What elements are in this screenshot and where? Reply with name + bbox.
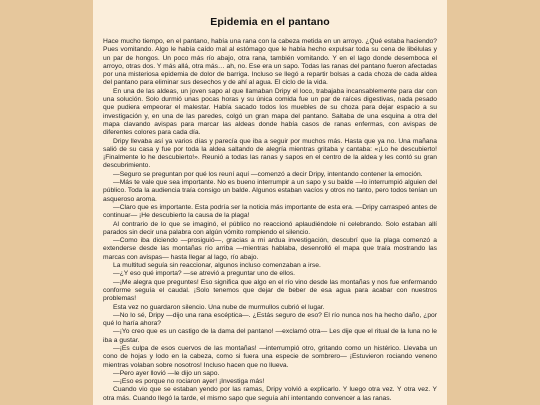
paragraph: Cuando vio que se estaban yendo por las ramas, Dripy volvió a explicarlo. Y luego otra vez. Y otra vez. Y otra más. Cuando llegó la tarde, el mismo sapo que seguía ahí intentando convencer a las ranas. — [103, 386, 437, 402]
paragraph: —Más te vale que sea importante. No es bueno interrumpir a un sapo y su balde —lo interrumpió alguien del público. Toda la audiencia traía consigo un balde. Algunos estaban vacíos y otros no tanto, pero todos tenían un asqueroso aroma. — [103, 179, 437, 203]
paragraph: —Pero ayer llovió —le dijo un sapo. — [113, 369, 220, 377]
paragraph: Esta vez no guardaron silencio. Una nube de murmullos cubrió el lugar. — [113, 303, 325, 311]
paragraph: Al contrario de lo que se imaginó, el público no reaccionó aplaudiéndole ni celebrando. Solo estaban allí parados sin decir una palabra con algún vómito rompiendo el silencio. — [103, 220, 437, 236]
paragraph: —Claro que es importante. Esta podría ser la noticia más importante de esta era. —Dripy carraspeó antes de continuar— ¡He descubierto la causa de la plaga! — [103, 203, 437, 220]
paragraph: —No lo sé, Dripy —dijo una rana escéptica—. ¿Estás seguro de eso? El río nunca nos ha hecho daño, ¿por qué lo haría ahora? — [103, 311, 437, 328]
document-page — [93, 0, 447, 405]
story-content — [93, 0, 447, 403]
paragraph: —¿Y eso qué importa? —se atrevió a preguntar uno de ellos. — [113, 270, 296, 278]
paragraph: —¡Es culpa de esos cuervos de las montañas! —interrumpió otro, gritando como un histérico. Llevaba un cono de hojas y lodo en la cabeza, como si fuera una especie de sombrero— ¡Estuvieron rociando veneno mientras volaban sobre nosotros! Incluso hacen que no llueva. — [103, 344, 437, 369]
paragraph: —¡Me alegra que preguntes! Eso significa que algo en el río vino desde las montañas y nos fue enfermando conforme seguía el caudal. ¡Solo tenemos que dejar de beber de esa agua para acabar con nuestros problemas! — [103, 278, 437, 303]
paragraph: Hace mucho tiempo, en el pantano, había una rana con la cabeza metida en un arroyo. ¿Qué estaba haciendo? Pues vomitando. Algo le había caído mal al estómago que le había hecho expulsar toda su cena de libélulas y un par de hongos. Un poco más río abajo, otra rana, también vomitando. Y en el lago donde desemboca el arroyo, otras dos. Y más allá, otra más… ah, no. Ese era un sapo. Todas las ranas del pantano fueron afectadas por una misteriosa epidemia de dolor de barriga. Incluso se llegó a repartir bolsas a cada choza de cada aldea del pantano para eliminar sus desechos y de ahí al agua. El ciclo de la vida. — [103, 38, 437, 87]
story-body — [103, 38, 437, 403]
paragraph: —¡Yo creo que es un castigo de la dama del pantano! —exclamó otra— Les dije que el ritual de la luna no le iba a gustar. — [103, 328, 437, 344]
paragraph: —Seguro se preguntan por qué los reuní aquí —comenzó a decir Dripy, intentando contener la emoción. — [113, 170, 423, 178]
paragraph: Dripy llevaba así ya varios días y parecía que iba a seguir por muchos más. Hasta que ya no. Una mañana salió de su casa y fue por toda la aldea saltando de alegría mientras gritaba y cantaba: «¡Lo he descubierto! ¡Finalmente lo he descubierto!». Reunió a todas las ranas y sapos en el centro de la aldea y les contó su gran descubrimiento. — [103, 137, 437, 170]
paragraph: —¡Eso es porque no rociaron ayer! ¡Investiga más! — [113, 378, 265, 386]
paragraph: La multitud seguía sin reaccionar, algunos incluso comenzaban a irse. — [113, 262, 321, 270]
paragraph: —Como iba diciendo —prosiguió—, gracias a mi ardua investigación, descubrí que la plaga comenzó a extenderse desde las montañas río arriba —mientras hablaba, desenrolló el mapa que traía mostrando las marcas con avispas— hasta llegar al lago, río abajo. — [103, 237, 437, 261]
story-title: Epidemia en el pantano — [210, 16, 330, 28]
paragraph: En una de las aldeas, un joven sapo al que llamaban Dripy el loco, trabajaba incansablemente para dar con una solución. Solo durmió unas pocas horas y su única comida fue un par de raíces digestivas, nada pesado que pudiera empeorar el malestar. Había sacado todos los muebles de su choza para dejar espacio a su investigación y, en una de las paredes, colgó un gran mapa del pantano. Saltaba de una esquina a otra del mapa clavando avispas para marcar las aldeas donde había casos de ranas enfermas, con avispas de diferentes colores para cada día. — [103, 87, 437, 137]
